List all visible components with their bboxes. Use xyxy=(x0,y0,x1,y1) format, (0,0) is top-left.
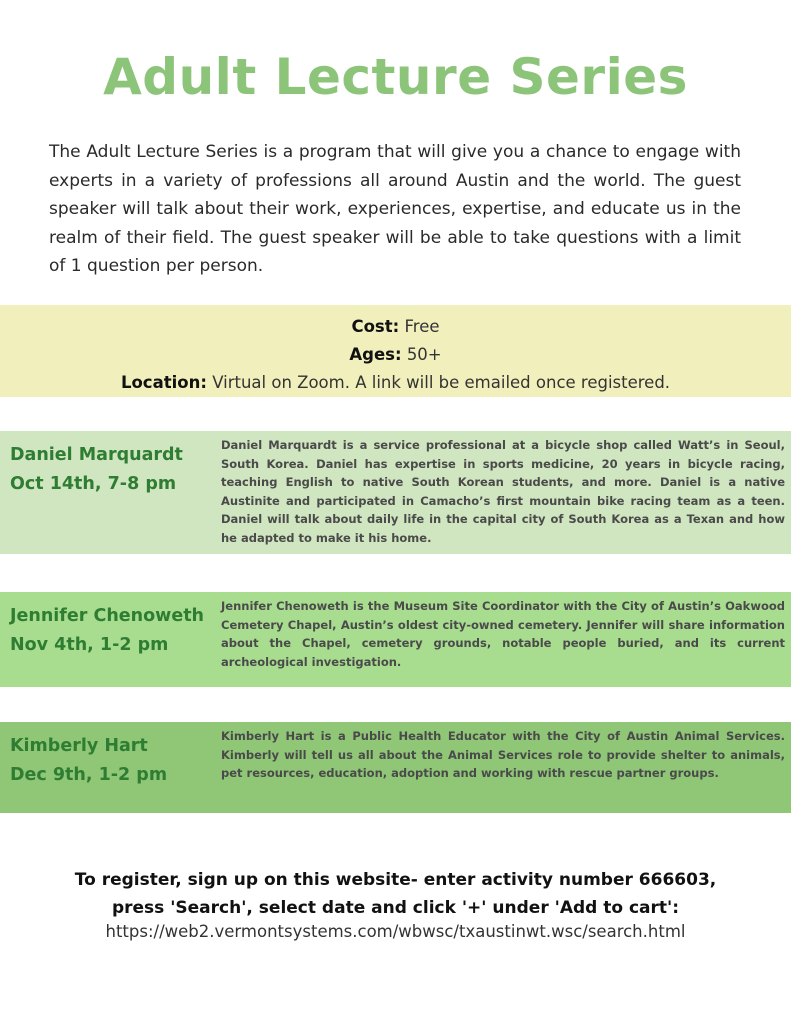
event-description: Kimberly Hart is a Public Health Educator with the City of Austin Animal Services. Kimberly will tell us all about the Animal Services role to provide shelter to animals, pet resources, education, adoption and working with rescue partner groups. xyxy=(221,729,785,781)
speaker-name: Jennifer Chenoweth xyxy=(10,606,205,626)
event-date: Nov 4th, 1-2 pm xyxy=(10,634,169,655)
event-card-jennifer xyxy=(0,592,791,687)
location-value: Virtual on Zoom. A link will be emailed once registered. xyxy=(212,373,671,392)
location-line xyxy=(0,369,791,397)
event-description: Daniel Marquardt is a service professional at a bicycle shop called Watt’s in Seoul, South Korea. Daniel has expertise in sports medicine, 20 years in bicycle racing, teaching English to native South Korean students, and more. Daniel is a native Austinite and participated in Camacho’s first mountain bike racing team as a teen. Daniel will talk about daily life in the capital city of South Korea as a Texan and how he adapted to make it his home. xyxy=(221,438,785,545)
register-instructions xyxy=(0,866,791,922)
speaker-name: Kimberly Hart xyxy=(10,736,148,756)
ages-value: 50+ xyxy=(406,345,442,364)
event-heading xyxy=(10,602,220,659)
ages-line xyxy=(0,341,791,369)
event-heading xyxy=(10,732,220,789)
intro-paragraph: The Adult Lecture Series is a program that will give you a chance to engage with experts in a variety of professions all around Austin and the world. The guest speaker will talk about their work, experiences, expertise, and educate us in the realm of their field. The guest speaker will be able to take questions with a limit of 1 question per person. xyxy=(49,142,741,276)
location-label: Location: xyxy=(120,373,207,392)
cost-label: Cost: xyxy=(351,317,400,336)
register-line-2: press 'Search', select date and click '+' under 'Add to cart': xyxy=(111,898,680,918)
info-band xyxy=(0,305,791,397)
event-date: Oct 14th, 7-8 pm xyxy=(10,473,177,494)
page-title: Adult Lecture Series xyxy=(103,48,688,106)
event-description: Jennifer Chenoweth is the Museum Site Coordinator with the City of Austin’s Oakwood Cemetery Chapel, Austin’s oldest city-owned cemetery. Jennifer will share information about the Chapel, cemetery grounds, notable people buried, and its current archeological investigation. xyxy=(221,599,785,669)
event-card-daniel xyxy=(0,431,791,554)
cost-line xyxy=(0,313,791,341)
ages-label: Ages: xyxy=(349,345,402,364)
register-line-1: To register, sign up on this website- enter activity number 666603, xyxy=(74,870,717,890)
event-heading xyxy=(10,441,220,498)
event-date: Dec 9th, 1-2 pm xyxy=(10,764,168,785)
speaker-name: Daniel Marquardt xyxy=(10,445,183,465)
registration-link[interactable]: https://web2.vermontsystems.com/wbwsc/txaustinwt.wsc/search.html xyxy=(105,922,686,941)
cost-value: Free xyxy=(404,317,440,336)
event-card-kimberly xyxy=(0,722,791,813)
